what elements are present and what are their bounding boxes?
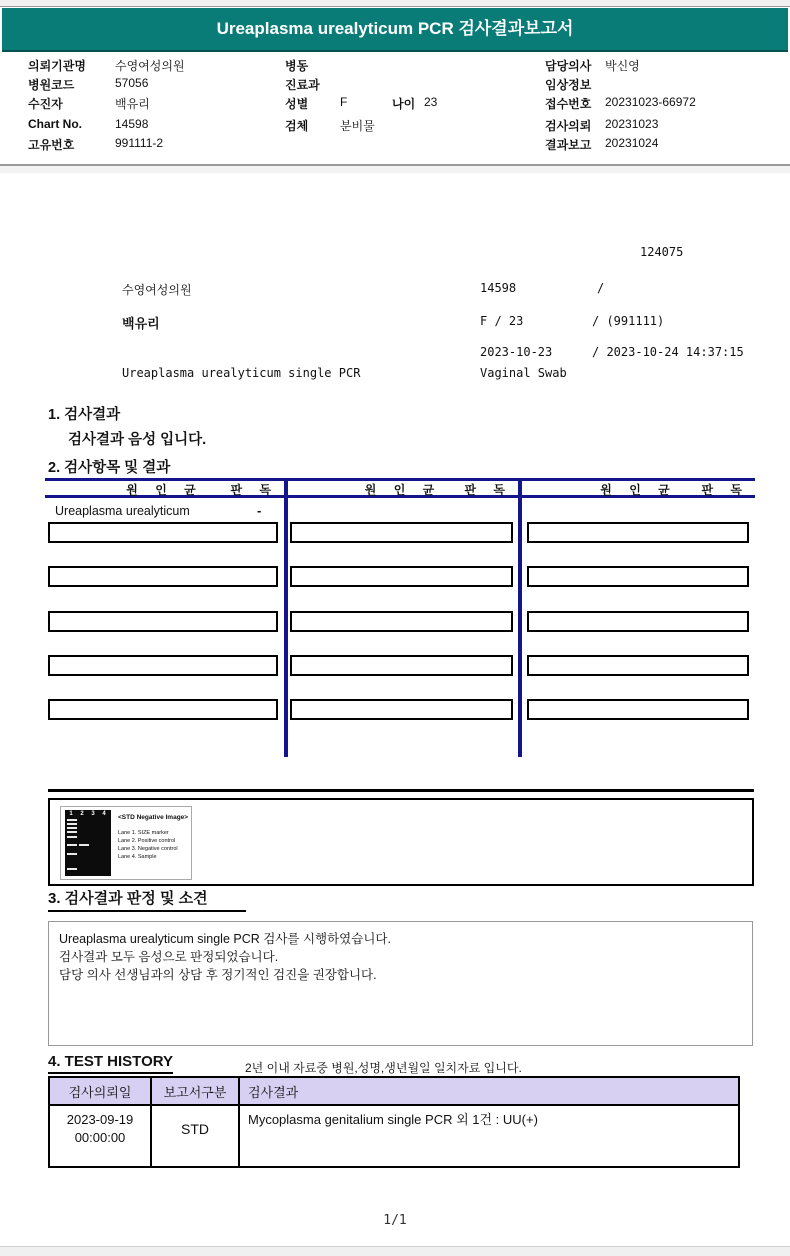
- section4-heading: 4. TEST HISTORY: [48, 1053, 173, 1074]
- report-title-bar: [2, 8, 788, 52]
- history-cell-result: Mycoplasma genitalium single PCR 외 1건 : UU(+): [239, 1105, 739, 1167]
- history-header-result: 검사결과: [239, 1077, 739, 1105]
- field-label-hospital-code: 병원코드: [28, 78, 75, 92]
- field-value-chart-no: 14598: [115, 117, 149, 131]
- gel-band: [67, 844, 77, 846]
- field-label-specimen: 검체: [285, 119, 309, 133]
- col3-header-pathogen: 원 인 균: [600, 483, 677, 497]
- summary-birth: / (991111): [592, 314, 665, 328]
- bottom-chrome-strip: [0, 1246, 790, 1256]
- gel-band: [67, 823, 77, 825]
- field-value-specimen: 분비물: [340, 119, 375, 133]
- field-value-sex: F: [340, 95, 348, 109]
- empty-result-box: [290, 522, 513, 543]
- gel-lane-number: 1: [69, 811, 73, 817]
- gel-image: [65, 810, 111, 876]
- results-header-col2: [288, 481, 518, 495]
- section2-heading: 2. 검사항목 및 결과: [48, 460, 171, 476]
- empty-result-box: [290, 566, 513, 587]
- field-label-age: 나이: [392, 97, 416, 111]
- result-row-reading: -: [257, 503, 262, 518]
- gel-top-rule: [48, 789, 754, 792]
- summary-patient-name: 백유리: [122, 317, 160, 332]
- col2-header-reading: 판 독: [464, 483, 512, 497]
- field-value-patient: 백유리: [115, 97, 150, 111]
- empty-result-box: [527, 655, 749, 676]
- empty-result-box: [48, 655, 278, 676]
- gel-lane-number: 4: [102, 811, 106, 817]
- field-value-hospital-code: 57056: [115, 76, 149, 90]
- gel-legend-line-2: Lane 2. Positive control: [118, 838, 176, 844]
- summary-chart-no: 14598: [480, 281, 517, 295]
- header-divider-shade: [0, 166, 790, 173]
- field-value-doctor: 박신영: [605, 59, 640, 73]
- comment-line-2: 검사결과 모두 음성으로 판정되었습니다.: [59, 950, 279, 964]
- gel-band: [67, 831, 77, 833]
- gel-band: [67, 868, 77, 870]
- col3-header-reading: 판 독: [701, 483, 749, 497]
- col1-header-reading: 판 독: [230, 483, 278, 497]
- page-number: 1/1: [383, 1213, 407, 1228]
- gel-lane-number: 2: [80, 811, 84, 817]
- col1-header-pathogen: 원 인 균: [126, 483, 203, 497]
- empty-result-box: [527, 566, 749, 587]
- field-label-department: 진료과: [285, 78, 320, 92]
- gel-band: [79, 844, 89, 846]
- summary-slash: /: [597, 281, 605, 295]
- history-header-row: [49, 1077, 739, 1105]
- results-header-col3: [522, 481, 755, 495]
- field-label-report-date: 결과보고: [545, 138, 592, 152]
- empty-result-box: [290, 611, 513, 632]
- field-value-request-date: 20231023: [605, 117, 659, 131]
- summary-serial: 124075: [640, 245, 684, 259]
- history-cell-date: [49, 1105, 151, 1167]
- gel-lane-number: 3: [91, 811, 95, 817]
- field-label-requesting-org: 의뢰기관명: [28, 59, 86, 73]
- field-value-report-date: 20231024: [605, 136, 659, 150]
- empty-result-box: [527, 522, 749, 543]
- field-value-accession-no: 20231023-66972: [605, 95, 696, 109]
- history-table: [48, 1076, 740, 1168]
- field-label-accession-no: 접수번호: [545, 97, 592, 111]
- empty-result-box: [290, 699, 513, 720]
- results-table: [45, 478, 755, 757]
- comment-line-3: 담당 의사 선생님과의 상담 후 정기적인 검진을 권장합니다.: [59, 968, 377, 982]
- field-label-unique-no: 고유번호: [28, 138, 75, 152]
- results-column-divider-1: [284, 478, 288, 757]
- gel-caption: <STD Negative Image>: [118, 814, 189, 821]
- field-label-request-date: 검사의뢰: [545, 119, 592, 133]
- section1-result-text: 검사결과 음성 입니다.: [68, 432, 207, 448]
- history-cell-type: [151, 1105, 239, 1167]
- section3-heading: 3. 검사결과 판정 및 소견: [48, 887, 246, 912]
- empty-result-box: [527, 699, 749, 720]
- gel-band: [67, 819, 77, 821]
- summary-specimen-type: Vaginal Swab: [480, 366, 567, 380]
- result-row-pathogen: Ureaplasma urealyticum: [55, 504, 190, 518]
- gel-legend-line-3: Lane 3. Negative control: [118, 846, 178, 852]
- gel-legend-line-4: Lane 4. Sample: [118, 854, 157, 860]
- empty-result-box: [290, 655, 513, 676]
- history-time: 00:00:00: [74, 1130, 126, 1145]
- summary-clinic: 수영여성의원: [122, 283, 192, 297]
- report-title: Ureaplasma urealyticum PCR 검사결과보고서: [216, 19, 574, 38]
- field-label-patient: 수진자: [28, 97, 63, 111]
- field-label-clinical-info: 임상정보: [545, 78, 592, 92]
- summary-test-name: Ureaplasma urealyticum single PCR: [122, 366, 361, 380]
- field-value-age: 23: [424, 95, 438, 109]
- gel-panel: [60, 806, 192, 880]
- comments-box: [48, 921, 753, 1046]
- field-label-chart-no: Chart No.: [28, 117, 82, 131]
- gel-band: [67, 853, 77, 855]
- field-label-doctor: 담당의사: [545, 59, 592, 73]
- empty-result-box: [48, 522, 278, 543]
- empty-result-box: [48, 699, 278, 720]
- empty-result-box: [48, 611, 278, 632]
- history-note: 2년 이내 자료중 병원,성명,생년월일 일치자료 입니다.: [245, 1061, 522, 1075]
- gel-band: [67, 827, 77, 829]
- empty-result-box: [527, 611, 749, 632]
- gel-legend-line-1: Lane 1. SIZE marker: [118, 830, 169, 836]
- history-header-date: 검사의뢰일: [49, 1077, 151, 1105]
- section1-heading: 1. 검사결과: [48, 407, 121, 423]
- gel-section-box: [48, 798, 754, 886]
- top-chrome-strip: [0, 0, 790, 7]
- results-column-divider-2: [518, 478, 522, 757]
- field-label-sex: 성별: [285, 97, 309, 111]
- col2-header-pathogen: 원 인 균: [364, 483, 442, 497]
- comment-line-1: Ureaplasma urealyticum single PCR 검사를 시행하였습니다.: [59, 932, 391, 946]
- summary-sex-age: F / 23: [480, 314, 524, 328]
- history-date: 2023-09-19: [66, 1112, 134, 1127]
- history-data-row: [49, 1105, 739, 1167]
- history-type: STD: [181, 1121, 209, 1137]
- summary-report-datetime: / 2023-10-24 14:37:15: [592, 345, 744, 359]
- field-label-ward: 병동: [285, 59, 309, 73]
- gel-band: [67, 836, 77, 838]
- field-value-unique-no: 991111-2: [115, 136, 164, 150]
- history-header-type: 보고서구분: [151, 1077, 239, 1105]
- empty-result-box: [48, 566, 278, 587]
- summary-request-date: 2023-10-23: [480, 345, 553, 359]
- results-header-col1: [45, 481, 284, 495]
- field-value-requesting-org: 수영여성의원: [115, 59, 185, 73]
